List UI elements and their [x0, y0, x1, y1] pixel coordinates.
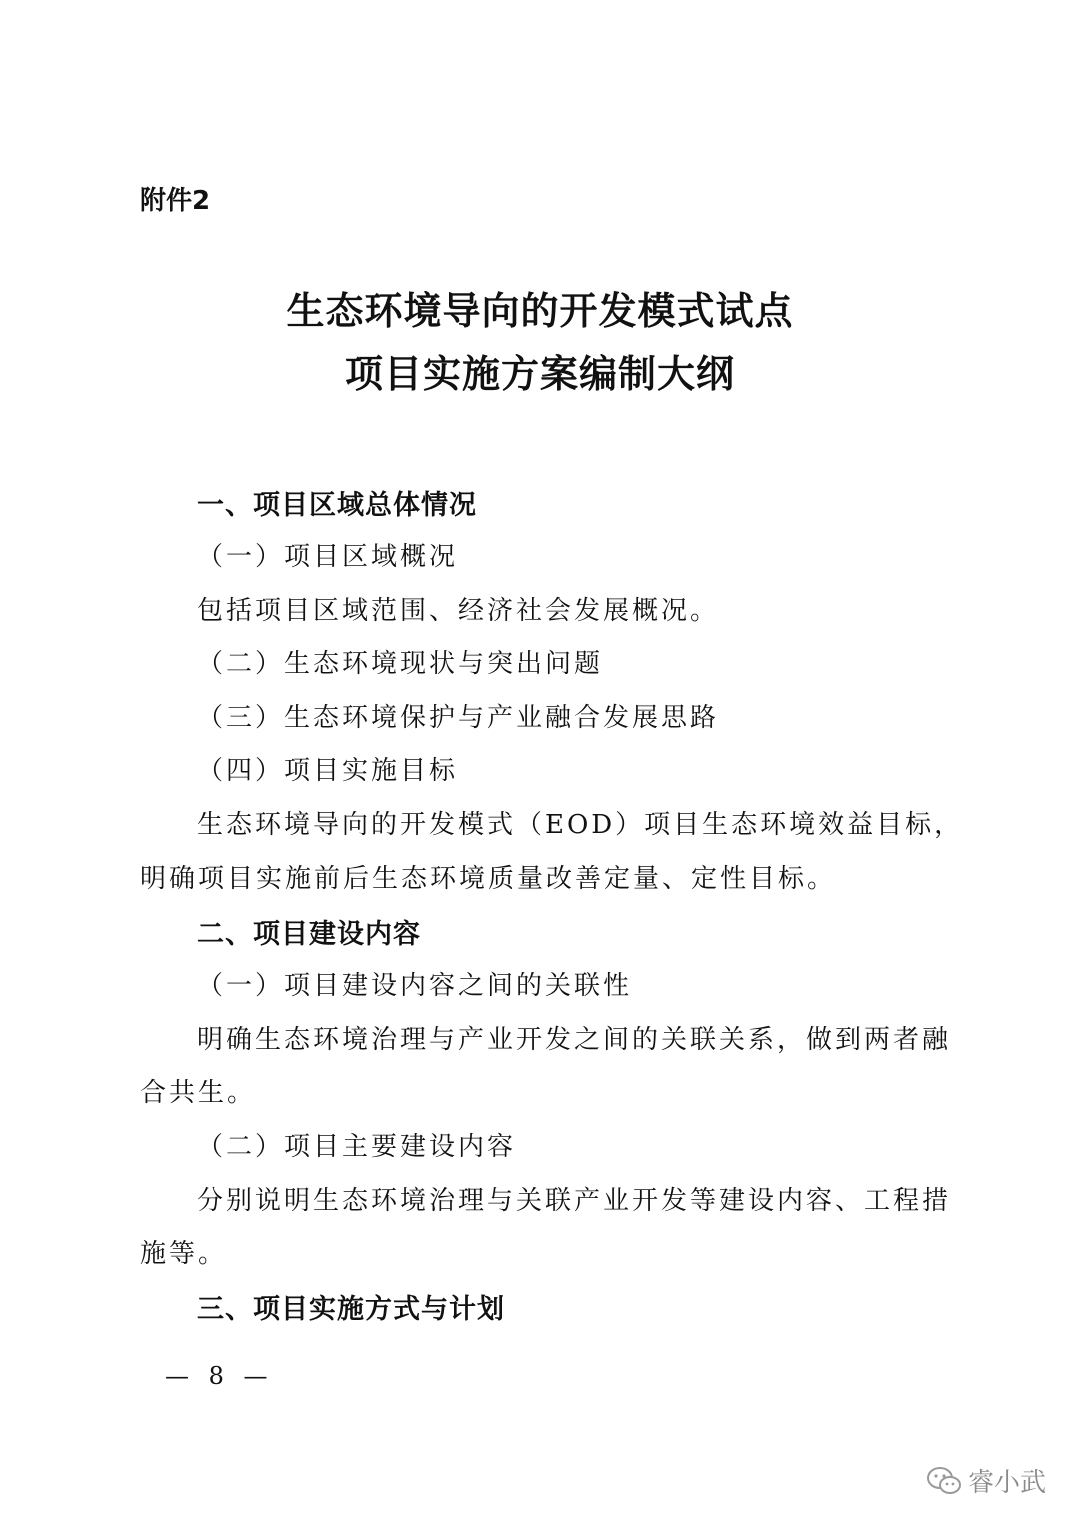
- section-2-sub-1-body-line1: 明确生态环境治理与产业开发之间的关联关系，做到两者融: [197, 1025, 952, 1055]
- watermark: [926, 1462, 1046, 1499]
- document-title-line2: 项目实施方案编制大纲: [344, 351, 735, 396]
- section-2-sub-1: （一）项目建设内容之间的关联性: [197, 971, 633, 1001]
- section-2-sub-2: （二）项目主要建设内容: [197, 1132, 517, 1162]
- section-1-sub-1: （一）项目区域概况: [197, 542, 459, 572]
- section-1-sub-4: （四）项目实施目标: [197, 756, 459, 786]
- section-1-heading: 一、项目区域总体情况: [197, 490, 477, 521]
- section-2-sub-2-body-line1: 分别说明生态环境治理与关联产业开发等建设内容、工程措: [197, 1186, 952, 1216]
- section-1-sub-1-body: 包括项目区域范围、经济社会发展概况。: [197, 596, 720, 626]
- section-1-sub-4-body-line2: 明确项目实施前后生态环境质量改善定量、定性目标。: [140, 864, 837, 894]
- section-3-heading: 三、项目实施方式与计划: [197, 1294, 505, 1325]
- section-1-sub-2: （二）生态环境现状与突出问题: [197, 649, 604, 679]
- document-title-line1: 生态环境导向的开发模式试点: [286, 288, 794, 333]
- attachment-label: 附件2: [140, 186, 211, 216]
- wechat-icon: [926, 1466, 962, 1496]
- section-2-sub-1-body-line2: 合共生。: [140, 1078, 257, 1108]
- section-1-sub-3: （三）生态环境保护与产业融合发展思路: [197, 703, 720, 733]
- page-number: — 8 —: [165, 1362, 274, 1390]
- section-2-sub-2-body-line2: 施等。: [140, 1239, 228, 1269]
- section-1-sub-4-body-line1: 生态环境导向的开发模式（EOD）项目生态环境效益目标，: [197, 810, 964, 840]
- section-2-heading: 二、项目建设内容: [197, 919, 421, 950]
- watermark-text: 睿小武: [968, 1468, 1047, 1498]
